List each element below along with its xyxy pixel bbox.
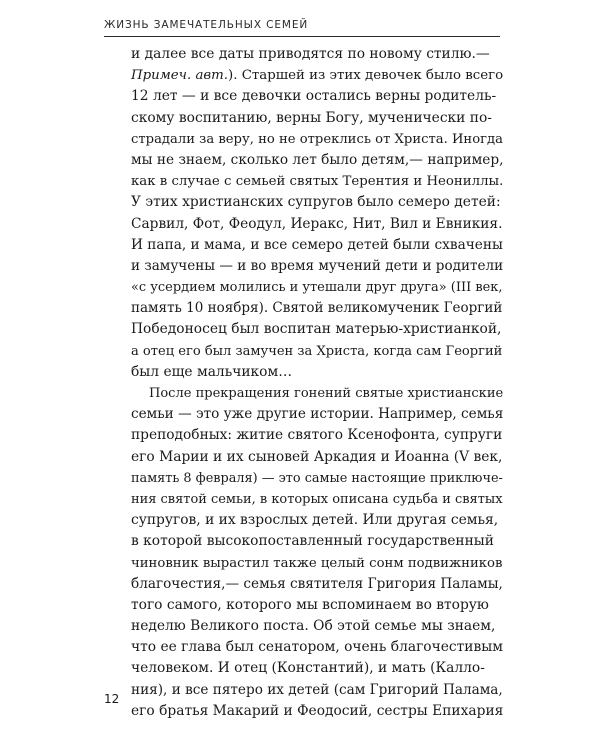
text-line: его братья Макарий и Феодосий, сестры Епихария (131, 702, 504, 719)
text-line: мы не знаем, сколько лет было детям,— например, (131, 151, 504, 168)
text-line: Победоносец был воспитан матерью-христианкой, (131, 321, 502, 338)
text-line: был еще мальчиком… (131, 363, 292, 380)
text-line: как в случае с семьей святых Терентия и Неониллы. (131, 174, 504, 190)
body-text (131, 44, 503, 722)
text-line: И папа, и мама, и все семеро детей были схвачены (131, 236, 503, 253)
text-line: ния), и все пятеро их детей (сам Григорий Палама, (131, 681, 503, 698)
text-line: Сарвил, Фот, Феодул, Иеракс, Нит, Вил и Евникия. (131, 215, 503, 232)
text-line: память 8 февраля) — это самые настоящие приключе- (131, 470, 503, 486)
text-line: неделю Великого поста. Об этой семье мы знаем, (131, 618, 496, 635)
running-head: ЖИЗНЬ ЗАМЕЧАТЕЛЬНЫХ СЕМЕЙ (104, 19, 309, 31)
text-line: человеком. И отец (Константий), и мать (Каллo- (131, 660, 485, 677)
text-line: память 10 ноября). Святой великомученик Георгий (131, 300, 503, 317)
text-line: Примеч. авт.). Старшей из этих девочек было всего (131, 68, 504, 84)
text-line: После прекращения гонений святые христианские (149, 386, 504, 401)
text-line: супругов, и их взрослых детей. Или другая семья, (131, 512, 499, 529)
italic-note: Примеч. авт. (131, 68, 229, 84)
page-number: 12 (104, 692, 120, 706)
text-line: ния святой семьи, в которых описана судьба и святых (131, 491, 503, 507)
text-line: его Марии и их сыновей Аркадия и Иоанна (V век, (131, 448, 503, 465)
header-rule (104, 36, 500, 37)
text-line: благочестия,— семья святителя Григория Паламы, (131, 575, 503, 592)
text-line: что ее глава был сенатором, очень благочестивым (131, 639, 503, 656)
text-line: и замучены — и во время мучений дети и родители (131, 257, 504, 274)
text-line: скому воспитанию, верны Богу, мученически по- (131, 109, 492, 126)
text-line: чиновник вырастил также целый сонм подвижников (131, 555, 503, 571)
text-line: преподобных: житие святого Ксенофонта, супруги (131, 427, 503, 444)
text-line: страдали за веру, но не отреклись от Христа. Иногда (131, 131, 503, 147)
text-line: в которой высокопоставленный государственный (131, 533, 494, 550)
text-line: 12 лет — и все девочки остались верны родитель- (131, 88, 497, 105)
text-line: У этих христианских супругов было семеро детей: (131, 194, 501, 211)
text-line: и далее все даты приводятся по новому стилю.— (131, 46, 490, 62)
text-line: того самого, которого мы вспоминаем во вторую (131, 596, 489, 613)
text-line: «с усердием молились и утешали друг друга» (III век, (131, 280, 503, 296)
text-line: семьи — это уже другие истории. Например, семья (131, 406, 504, 423)
text-line: а отец его был замучен за Христа, когда сам Георгий (131, 343, 503, 359)
